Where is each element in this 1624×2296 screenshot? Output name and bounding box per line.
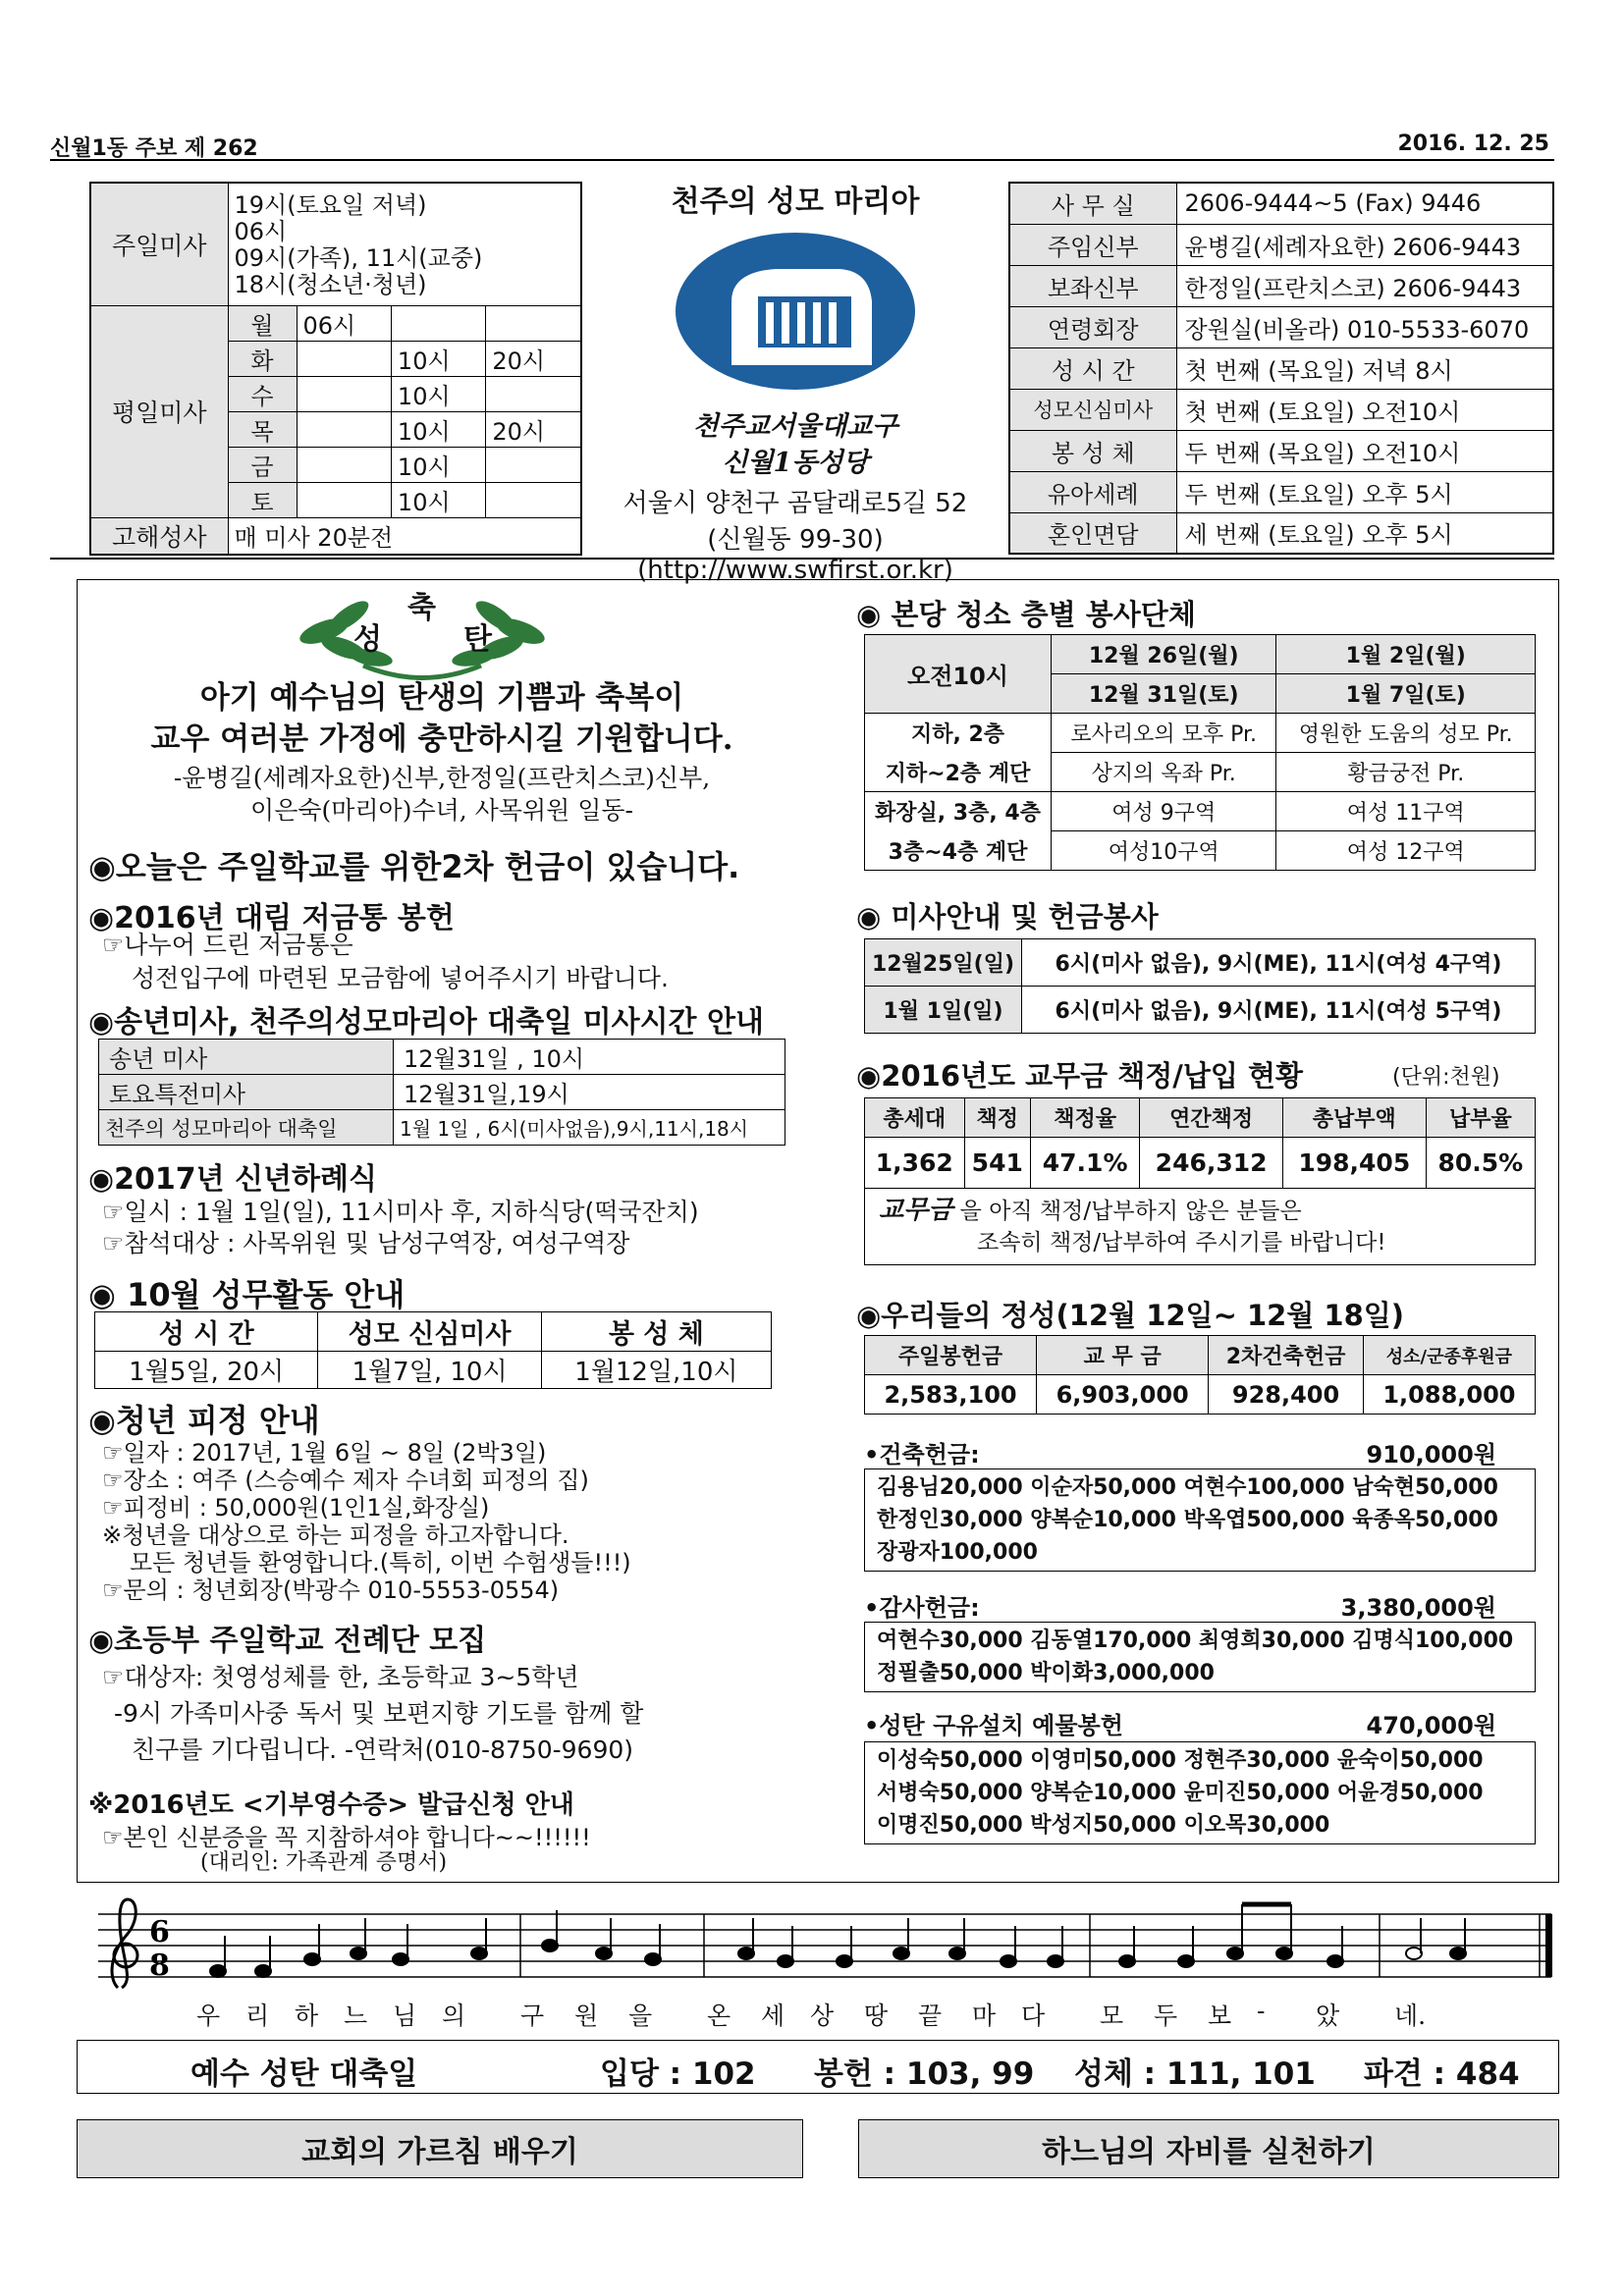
parish-address: 서울시 양천구 곰달래로5길 52 — [623, 489, 968, 518]
dues-table: 총세대 책정 책정율 연간책정 총납부액 납부율 1,362 541 47.1% 246,312 198,405 80.5% 교무금 을 아직 책정/납부하지 않은 분들은 조속히 책정/납부하여 주시기를 바랍니다! — [864, 1097, 1536, 1265]
mass-offering-table: 12월25일(일) 6시(미사 없음), 9시(ME), 11시(여성 4구역) 1월 1일(일) 6시(미사 없음), 9시(ME), 11시(여성 5구역) — [864, 938, 1536, 1034]
offering-table: 주일봉헌금 교 무 금 2차건축헌금 성소/군종후원금 2,583,100 6,903,000 928,400 1,088,000 — [864, 1335, 1536, 1415]
mass-offering-title: ◉ 미사안내 및 헌금봉사 — [856, 900, 1159, 934]
communion-hymn: 성체 : 111, 101 — [1074, 2056, 1316, 2092]
footer-left: 교회의 가르침 배우기 — [77, 2119, 803, 2178]
offering-title: ◉우리들의 정성(12월 12일~ 12월 18일) — [856, 1299, 1405, 1332]
wreath-char-2: 성 — [353, 622, 382, 657]
parish-url: (http://www.swfirst.or.kr) — [637, 556, 953, 585]
cleaning-title: ◉ 본당 청소 층별 봉사단체 — [856, 598, 1196, 631]
sunday-mass-label: 주일미사 — [90, 183, 228, 305]
header-rule-bottom — [50, 558, 1554, 560]
thanks-offering-header: •감사헌금: 3,380,000원 — [864, 1594, 1496, 1622]
parish-address-2: (신월동 99-30) — [707, 525, 884, 555]
sunday-mass-times: 19시(토요일 저녁) 06시 09시(가족), 11시(교중) 18시(청소년·청년) — [228, 183, 581, 305]
header-rule — [50, 159, 1554, 161]
hymn-staff — [88, 1895, 1561, 1993]
cleaning-table: 오전10시 12월 26일(월) 1월 2일(월) 12월 31일(토) 1월 7일(토) 지하, 2층 로사리오의 모후 Pr. 영원한 도움의 성모 Pr. 지하~2층 계단 상지의 옥좌 Pr. 황금궁전 Pr. 화장실, 3층, 4층 여성 9구역 여성 11구역 3층~4층 계단 여성10구역 여성 12구역 — [864, 634, 1536, 871]
time-signature-top: 6 — [149, 1915, 170, 1949]
dues-note-bold: 교무금 — [879, 1196, 953, 1225]
time-signature-bottom: 8 — [149, 1949, 170, 1983]
youth-retreat-title: ◉청년 피정 안내 — [88, 1402, 320, 1439]
wreath-char-1: 축 — [407, 591, 436, 625]
hymn-lyrics: 우 리 하 느 님 의 구 원 을 온 세 상 땅 끝 마 다 모 두 보 - 았 네. — [196, 1997, 1427, 2030]
building-fund-donors: 김용님20,000 이순자50,000 여현수100,000 남숙현50,000 한정인30,000 양복순10,000 박옥엽500,000 육종옥50,000 장광자100,000 — [864, 1468, 1536, 1572]
year-end-mass-table: 송년 미사 12월31일 , 10시 토요특전미사 12월31일,19시 천주의 성모마리아 대축일 1월 1일 , 6시(미사없음),9시,11시,18시 — [98, 1039, 785, 1146]
parish-seal-1: 천주교서울대교구 — [692, 411, 898, 442]
advent-line-1: ☞나누어 드린 저금통은 — [102, 931, 353, 959]
crib-offering-header: •성탄 구유설치 예물봉헌 470,000원 — [864, 1712, 1496, 1739]
footer-right: 하느님의 자비를 실천하기 — [858, 2119, 1559, 2178]
issue-date: 2016. 12. 25 — [1397, 132, 1549, 156]
wreath-char-3: 탄 — [463, 622, 492, 657]
wreath-icon — [295, 587, 550, 680]
entrance-hymn: 입당 : 102 — [600, 2056, 756, 2092]
october-title: ◉ 10월 성무활동 안내 — [88, 1276, 406, 1313]
confession-value: 매 미사 20분전 — [228, 517, 581, 555]
receipt-line-1: ☞본인 신분증을 꼭 지참하셔야 합니다~~!!!!!! — [102, 1824, 591, 1851]
new-year-title: ◉2017년 신년하례식 — [88, 1162, 377, 1197]
offertory-hymn: 봉헌 : 103, 99 — [814, 2056, 1035, 2092]
building-fund-header: •건축헌금: 910,000원 — [864, 1441, 1496, 1468]
altar-server-details: ☞대상자: 첫영성체를 한, 초등학교 3~5학년 -9시 가족미사중 독서 및 보편지향 기도를 함께 할 친구를 기다립니다. -연락처(010-8750-9690) — [102, 1663, 644, 1764]
confession-label: 고해성사 — [90, 517, 228, 555]
parish-center — [589, 177, 1001, 585]
parish-logo-icon — [668, 228, 923, 395]
crib-offering-donors: 이성숙50,000 이영미50,000 정현주30,000 윤숙이50,000 서병숙50,000 양복순10,000 윤미진50,000 어윤경50,000 이명진50,000 박성지50,000 이오목30,000 — [864, 1741, 1536, 1844]
year-end-mass-title: ◉송년미사, 천주의성모마리아 대축일 미사시간 안내 — [88, 1005, 764, 1040]
second-collection-notice: ◉오늘은 주일학교를 위한2차 헌금이 있습니다. — [88, 848, 740, 885]
dismissal-hymn: 파견 : 484 — [1364, 2056, 1520, 2092]
parish-info-table: 사 무 실 2606-9444~5 (Fax) 9446 주임신부 윤병길(세례자요한) 2606-9443 보좌신부 한정일(프란치스코) 2606-9443 연령회장 장원실(비올라) 010-5533-6070 성 시 간 첫 번째 (목요일) 저녁 8시 성모신심미사 첫 번째 (토요일) 오전10시 봉 성 체 두 번째 (목요일) 오전10시 유아세례 두 번째 (토요일) 오후 5시 혼인면담 세 번째 (토요일) 오후 5시 — [1008, 182, 1554, 555]
dues-title: ◉2016년도 교무금 책정/납입 현황 — [856, 1059, 1304, 1093]
parish-patron: 천주의 성모 마리아 — [671, 185, 920, 219]
advent-line-2: 성전입구에 마련된 모금함에 넣어주시기 바랍니다. — [132, 964, 669, 992]
youth-retreat-details: ☞일자 : 2017년, 1월 6일 ~ 8일 (2박3일) ☞장소 : 여주 (스승예수 제자 수녀회 피정의 집) ☞피정비 : 50,000원(1인1실,화장실) ※청년을 대상으로 하는 피정을 하고자합니다. 모든 청년들 환영합니다.(특히, 이번 수험생들!!!) ☞문의 : 청년회장(박광수 010-5553-0554) — [102, 1439, 631, 1604]
receipt-title: ※2016년도 <기부영수증> 발급신청 안내 — [88, 1790, 574, 1820]
new-year-line-2: ☞참석대상 : 사목위원 및 남성구역장, 여성구역장 — [102, 1229, 630, 1257]
advent-title: ◉2016년 대림 저금통 봉헌 — [88, 901, 455, 935]
feast-name: 예수 성탄 대축일 — [190, 2056, 418, 2092]
altar-server-title: ◉초등부 주일학교 전례단 모집 — [88, 1624, 487, 1658]
feast-hymn-bar — [77, 2040, 1559, 2094]
weekday-mass-label: 평일미사 — [90, 305, 228, 517]
mass-schedule-table: 주일미사 19시(토요일 저녁) 06시 09시(가족), 11시(교중) 18시(청소년·청년) 평일미사 월 06시 화 10시 20시 수 10시 목 10시 20시 금 10시 토 10시 고해성사 매 미사 20분전 — [89, 182, 582, 556]
hymn-notes — [210, 1904, 1466, 1977]
new-year-line-1: ☞일시 : 1월 1일(일), 11시미사 후, 지하식당(떡국잔치) — [102, 1198, 699, 1226]
thanks-offering-donors: 여현수30,000 김동열170,000 최영희30,000 김명식100,000 정필출50,000 박이화3,000,000 — [864, 1622, 1536, 1692]
issue-number: 신월1동 주보 제 262 — [50, 136, 258, 161]
christmas-greeting: 아기 예수님의 탄생의 기쁨과 축복이 교우 여러분 가정에 충만하시길 기원합니다. -윤병길(세례자요한)신부,한정일(프란치스코)신부, 이은숙(마리아)수녀, 사목위원 일동- — [150, 680, 733, 825]
dues-unit: (단위:천원) — [1392, 1065, 1500, 1090]
october-table: 성 시 간 성모 신심미사 봉 성 체 1월5일, 20시 1월7일, 10시 1월12일,10시 — [94, 1311, 772, 1389]
receipt-line-2: (대리인: 가족관계 증명서) — [200, 1850, 448, 1875]
parish-seal-2: 신월1동성당 — [722, 448, 869, 478]
